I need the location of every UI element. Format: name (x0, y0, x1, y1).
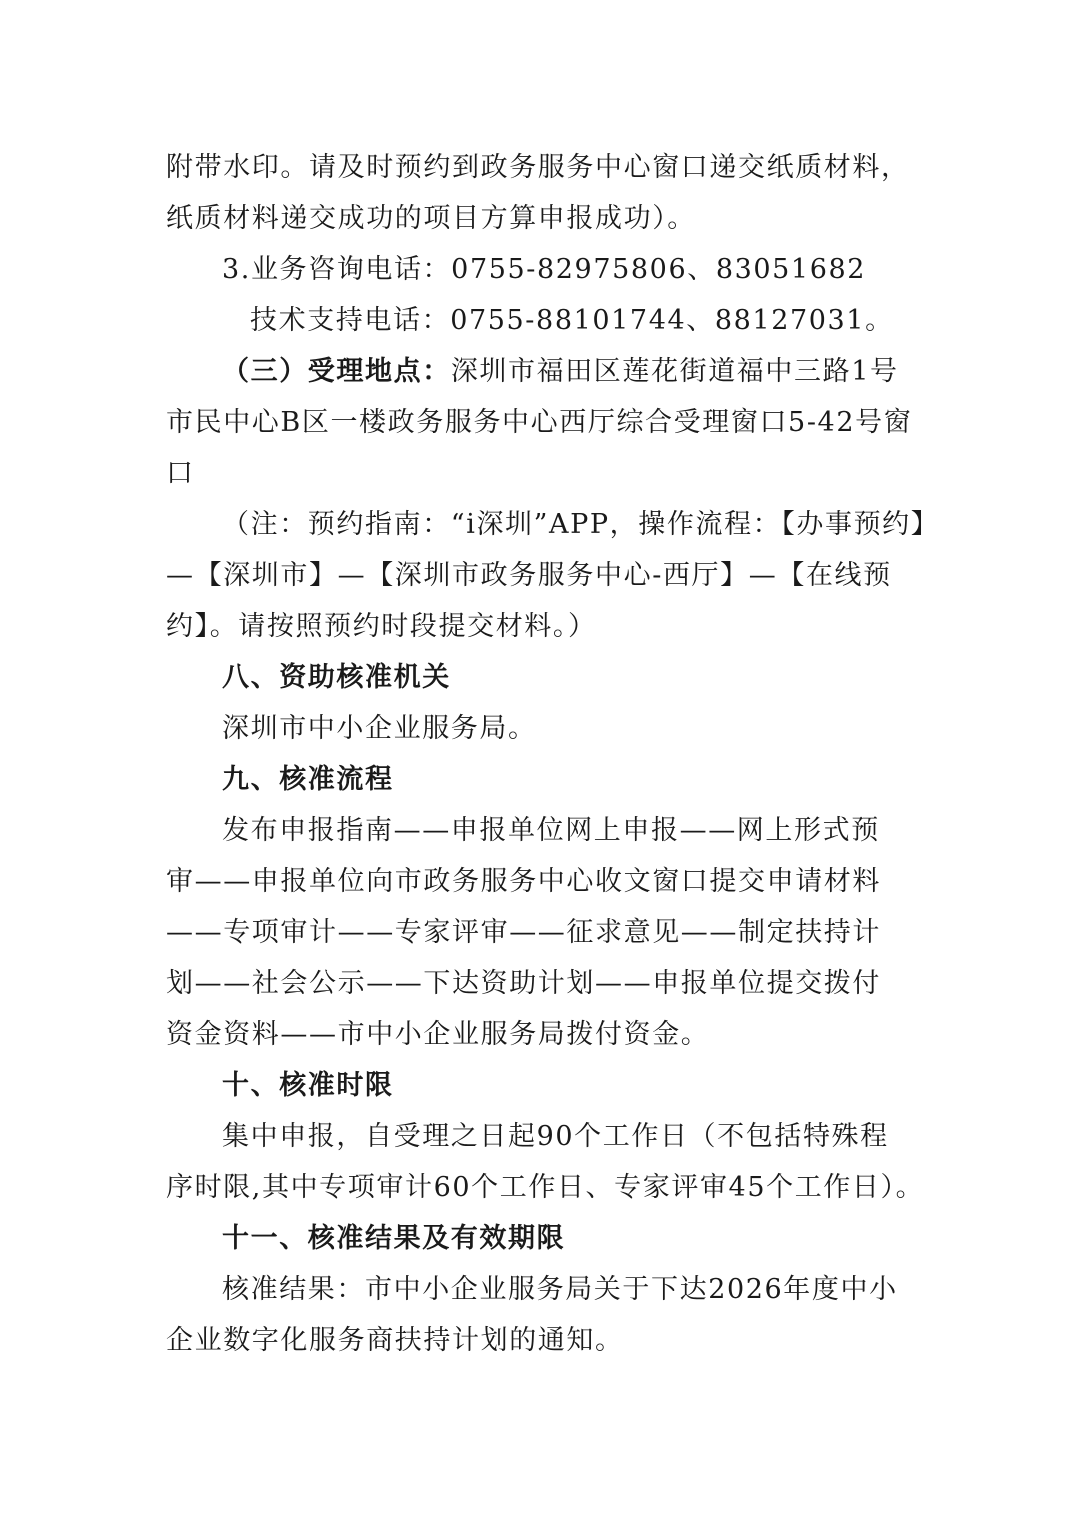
result-line: 核准结果：市中小企业服务局关于下达2026年度中小 (222, 1274, 898, 1305)
note-line: 约】。请按照预约时段提交材料。） (166, 611, 597, 642)
process-line: 资金资料——市中小企业服务局拨付资金。 (166, 1019, 710, 1050)
result-line: 企业数字化服务商扶持计划的通知。 (166, 1325, 624, 1356)
paragraph-line: 附带水印。请及时预约到政务服务中心窗口递交纸质材料， (166, 152, 910, 183)
note-line: —【深圳市】—【深圳市政务服务中心-西厅】—【在线预 (166, 560, 892, 591)
paragraph-line: 市民中心B区一楼政务服务中心西厅综合受理窗口5-42号窗 (166, 407, 913, 438)
section-heading-8: 八、资助核准机关 (222, 662, 451, 693)
time-limit-line: 序时限,其中专项审计60个工作日、专家评审45个工作日）。 (166, 1172, 925, 1203)
process-line: ——专项审计——专家评审——征求意见——制定扶持计 (166, 917, 881, 948)
process-line: 发布申报指南——申报单位网上申报——网上形式预 (222, 815, 880, 846)
location-heading: （三）受理地点： (222, 356, 451, 387)
section-heading-11: 十一、核准结果及有效期限 (222, 1223, 566, 1254)
consult-phone-line: 3.业务咨询电话：0755-82975806、83051682 (222, 254, 867, 285)
paragraph-line: 深圳市中小企业服务局。 (222, 713, 537, 744)
process-line: 审——申报单位向市政务服务中心收文窗口提交申请材料 (166, 866, 881, 897)
location-address: 深圳市福田区莲花街道福中三路1号 (450, 356, 899, 387)
document-body (166, 142, 940, 1366)
section-heading-9: 九、核准流程 (222, 764, 394, 795)
location-line (166, 346, 918, 397)
time-limit-line: 集中申报，自受理之日起90个工作日（不包括特殊程 (222, 1121, 889, 1152)
support-phone-line: 技术支持电话：0755-88101744、88127031。 (250, 305, 894, 336)
section-heading-10: 十、核准时限 (222, 1070, 394, 1101)
paragraph-line: 纸质材料递交成功的项目方算申报成功）。 (166, 203, 696, 234)
paragraph-line: 口 (166, 458, 195, 489)
note-line: （注：预约指南：“i深圳”APP，操作流程：【办事预约】 (222, 509, 940, 540)
process-line: 划——社会公示——下达资助计划——申报单位提交拨付 (166, 968, 881, 999)
